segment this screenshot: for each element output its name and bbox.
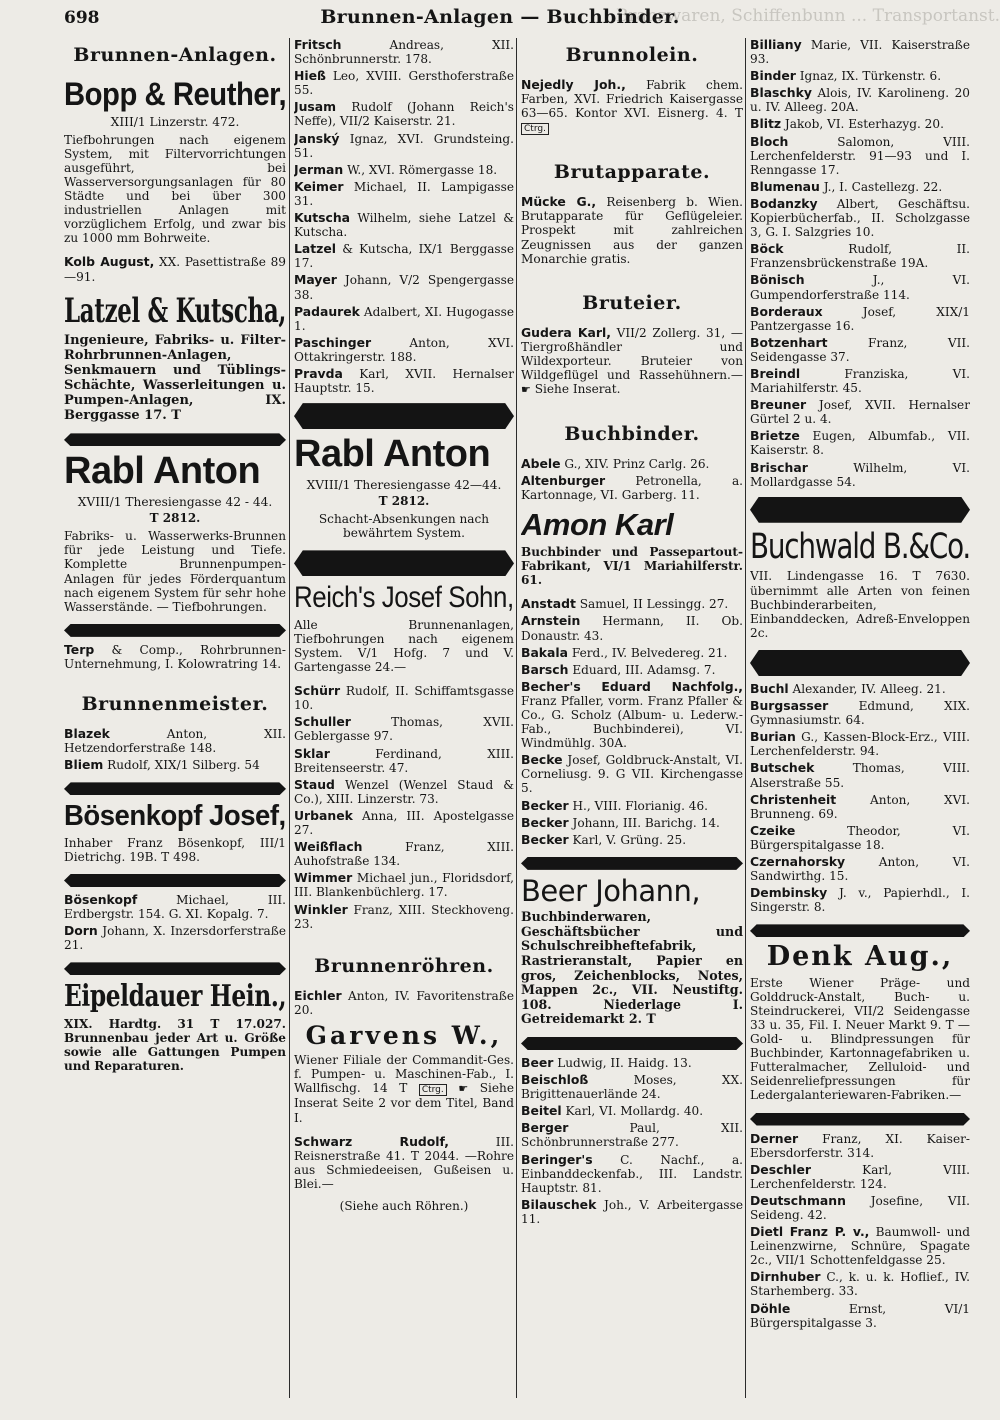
entry-text: Michael jun., Floridsdorf, III. Blankenbüchlerg. 17.: [294, 871, 514, 900]
entry-text: Jakob, VI. Esterhazyg. 20.: [781, 117, 944, 132]
list-item: [521, 799, 743, 813]
ad-body: VII. Lindengasse 16. T 7630. übernimmt alle Arten von feinen Buchbinderarbeiten, Einbanddecken, Adreß-Enveloppen 2c.: [750, 569, 970, 640]
entry-text: Franz, XI. Kaiser-Ebersdorferstr. 314.: [750, 1131, 970, 1160]
entry-text: Leo, XVIII. Gersthoferstraße 55.: [294, 69, 514, 98]
list-item: [294, 684, 514, 712]
entry-name: Brischar: [750, 459, 808, 475]
ad-name: Rabl Anton: [64, 450, 261, 493]
list-item: [750, 336, 970, 364]
list-item: [750, 429, 970, 457]
list-item: [294, 273, 514, 301]
entry-text: Marie, VII. Kaiserstraße 93.: [750, 38, 970, 67]
bleed-through-text: Branzwaren, Schiffenbunn ... Transportanst.: [615, 6, 1000, 26]
list-item: [294, 100, 514, 128]
list-item: Kolb August, XX. Pasettistraße 89—91.: [64, 254, 286, 284]
entry-name: Czernahorsky: [750, 853, 846, 869]
divider-bar: [294, 550, 514, 576]
entry-name: Fritsch: [294, 38, 342, 52]
entry-text: Albert, Geschäftsu. Kopierbücherfab., II. Scholzgasse 3, G. I. Salzgries 10.: [750, 196, 970, 240]
ad-body: Inhaber Franz Bösenkopf, III/1 Dietrichg. 19B. T 498.: [64, 835, 286, 864]
entry-text: Ludwig, II. Haidg. 13.: [553, 1056, 692, 1071]
ad-boesenkopf: [64, 801, 286, 864]
ad-name: Beer Johann,: [521, 873, 701, 908]
list-item: [750, 761, 970, 789]
entry-text: Samuel, II Lessingg. 27.: [575, 597, 729, 612]
entry-text: Alexander, IV. Alleeg. 21.: [788, 681, 946, 696]
entry-list: [750, 1132, 970, 1330]
divider-bar: [64, 874, 286, 887]
entry-name: Breindl: [750, 365, 801, 381]
entry-list: [521, 597, 743, 847]
ad-body: Buchbinderwaren, Geschäftsbücher und Schulschreibheftefabrik, Rastrieranstalt, Papier en gros, Zeichenblocks, Notes, Mappen 2c., VII. Neustiftg. 108. Niederlage I. Getreidemarkt 2. T: [521, 909, 743, 1027]
entry-name: Janský: [294, 130, 340, 146]
list-item: [750, 305, 970, 333]
entry-name: Becke: [521, 752, 563, 768]
entry-name: Blitz: [750, 116, 782, 132]
entry-text: Anton, VI. Sandwirthg. 15.: [750, 854, 970, 884]
divider-bar: [64, 433, 286, 446]
ad-body: Fabriks- u. Wasserwerks-Brunnen für jede Leistung und Tiefe. Komplette Brunnenpumpen-Anlagen für jedes Förderquantum nach eigenem System für sehr hohe Wasserstände. — Tiefbohrungen.: [64, 529, 286, 614]
column-1: [64, 38, 286, 1408]
list-item: [521, 1104, 743, 1118]
list-item: [521, 1073, 743, 1101]
list-item: [750, 86, 970, 114]
entry-text: Wilhelm, VI. Mollardgasse 54.: [750, 460, 970, 489]
entry-name: Breuner: [750, 397, 807, 413]
ad-phone: T 2812.: [378, 494, 430, 509]
entry-text: Rudolf, II. Schiffamtsgasse 10.: [294, 684, 514, 713]
entry-name: Beer: [521, 1055, 554, 1071]
entry-text: G., Kassen-Block-Erz., VIII. Lerchenfelderstr. 94.: [750, 730, 970, 759]
list-item: [750, 682, 970, 696]
entry-list: [521, 1056, 743, 1226]
column-rule: [745, 38, 746, 1398]
entry-list: [750, 682, 970, 914]
entry-name: Latzel: [294, 241, 337, 257]
ad-address: XVIII/1 Theresiengasse 42—44.: [306, 478, 502, 493]
entry-text: Ferdinand, XIII. Breitenseerstr. 47.: [294, 746, 514, 775]
entry-text: Johann, V/2 Spengergasse 38.: [294, 273, 514, 302]
list-item: [750, 1132, 970, 1160]
entry-name: Brietze: [750, 428, 800, 444]
entry-text: Alois, IV. Karolineng. 20 u. IV. Alleeg. 20A.: [750, 86, 970, 115]
list-item: [294, 809, 514, 837]
entry-text: Josef, XIX/1 Pantzergasse 16.: [750, 304, 970, 333]
entry-text: G., XIV. Prinz Carlg. 26.: [560, 457, 710, 472]
entry-name: Borderaux: [750, 303, 823, 319]
entry-text: Ignaz, IX. Türkenstr. 6.: [795, 69, 942, 84]
entry-name: Staud: [294, 776, 335, 792]
ad-beer-johann: [521, 873, 743, 1027]
ad-body: Alle Brunnenanlagen, Tiefbohrungen nach eigenem System. V/1 Hofg. 7 und V. Gartengasse 24.—: [294, 617, 514, 675]
entry-name: Urbanek: [294, 807, 353, 823]
list-item: [750, 461, 970, 489]
entry-name: Dirnhuber: [750, 1269, 821, 1285]
entry-text: Josefine, VII. Seideng. 42.: [750, 1193, 970, 1222]
entry-name: Burian: [750, 729, 796, 745]
list-item: Terp & Comp., Rohrbrunnen-Unternehmung, I. Kolowratring 14.: [64, 641, 286, 671]
entry-name: Arnstein: [521, 613, 581, 629]
ad-body: Wiener Filiale der Commandit-Ges. f. Pumpen- u. Maschinen-Fab., I. Wallfischg. 14 T Ctrg. ☛ Siehe Inserat Seite 2 vor dem Titel, Band I.: [294, 1053, 514, 1125]
entry-name: Beischloß: [521, 1072, 589, 1088]
entry-name: Barsch: [521, 661, 569, 677]
list-item: [521, 663, 743, 677]
entry-text: J., VI. Gumpendorferstraße 114.: [750, 273, 970, 302]
list-item: [750, 1270, 970, 1298]
ad-denk-aug: [750, 943, 970, 1102]
list-item: [521, 1056, 743, 1070]
entry-name: Jerman: [294, 161, 344, 177]
ad-rabl-anton-2: [294, 435, 514, 540]
entry-list: [750, 38, 970, 489]
entry-name: Weißflach: [294, 839, 363, 855]
ad-body: Tiefbohrungen nach eigenem System, mit Filtervorrichtungen ausgeführt, bei Wasserversorgungsanlagen für 80 Städte und bei über 300 industriellen Anlagen mit vorzüglichem Erfolg, und zwar bis zu 1000 mm Bohrweite.: [64, 132, 286, 246]
divider-bar: [750, 497, 970, 523]
entry-text: Adalbert, XI. Hugogasse 1.: [294, 304, 514, 333]
list-item: Bösenkopf Michael, III. Erdbergstr. 154. G. XI. Kopalg. 7.: [64, 891, 286, 922]
list-item: [521, 1153, 743, 1195]
cross-reference: (Siehe auch Röhren.): [339, 1198, 469, 1213]
entry-name: Wimmer: [294, 870, 353, 886]
entry-text: Wenzel (Wenzel Staud & Co.), XIII. Linzerstr. 73.: [294, 777, 514, 806]
section-heading: Brunnenmeister.: [81, 693, 269, 716]
entry-text: Anton, XVI. Brunneng. 69.: [750, 792, 970, 821]
entry-text: J. v., Papierhdl., I. Singerstr. 8.: [750, 886, 970, 915]
list-item: [521, 457, 743, 471]
ad-latzel-kutscha: [64, 290, 286, 424]
entry-text: Franz, XIII. Steckhoveng. 23.: [294, 902, 514, 931]
ad-name: Bopp & Reuther,: [64, 76, 286, 112]
entry-text: Thomas, VIII. Alserstraße 55.: [750, 761, 970, 790]
list-item: [521, 753, 743, 795]
entry-text: Franz Pfaller, vorm. Franz Pfaller & Co., G. Scholz (Album- u. Lederw.-Fab., Buchbinderei), VI. Windmühlg. 30A.: [521, 693, 743, 751]
entry-name: Berger: [521, 1120, 569, 1136]
list-item: [750, 197, 970, 239]
entry-text: C. Nachf., a. Einbanddeckenfab., III. Landstr. Hauptstr. 81.: [521, 1152, 743, 1195]
entry-name: Beitel: [521, 1103, 562, 1119]
divider-bar: [750, 650, 970, 676]
entry-text: Josef, XVII. Hernalser Gürtel 2 u. 4.: [750, 398, 970, 427]
list-item: [750, 730, 970, 758]
ad-name: Garvens W.,: [305, 1020, 503, 1050]
entry-text: Ignaz, XVI. Grundsteing. 51.: [294, 131, 514, 160]
list-item: [294, 367, 514, 395]
section-heading: Brunnen-Anlagen.: [73, 44, 277, 66]
entry-name: Dietl Franz P. v.,: [750, 1224, 870, 1240]
divider-bar: [521, 1037, 743, 1050]
entry-name: Butschek: [750, 760, 815, 776]
entry-text: W., XVI. Römergasse 18.: [343, 162, 498, 177]
ad-name: Amon Karl: [521, 506, 674, 542]
list-item: [294, 747, 514, 775]
list-item: [750, 273, 970, 301]
list-item: [750, 398, 970, 426]
entry-name: Bodanzky: [750, 195, 818, 211]
entry-text: Rudolf, II. Franzensbrückenstraße 19A.: [750, 242, 970, 271]
list-item: [750, 1302, 970, 1330]
entry-name: Bilauschek: [521, 1196, 597, 1212]
section-heading: Brutapparate.: [553, 161, 711, 184]
list-item: [521, 1198, 743, 1226]
list-item: [750, 1194, 970, 1222]
ad-body: XIX. Hardtg. 31 T 17.027. Brunnenbau jeder Art u. Größe sowie alle Gattungen Pumpen und Reparaturen.: [64, 1016, 286, 1074]
entry-name: Becker: [521, 797, 569, 813]
list-item: [521, 597, 743, 611]
entry-text: Hermann, II. Ob. Donaustr. 43.: [521, 614, 743, 643]
entry-name: Bloch: [750, 133, 789, 149]
section-heading: Brunnenröhren.: [314, 954, 494, 977]
column-rule: [289, 38, 290, 1398]
list-item: [521, 833, 743, 847]
entry-text: Paul, XII. Schönbrunnerstraße 277.: [521, 1121, 743, 1150]
ad-name: Denk Aug.,: [766, 941, 954, 973]
list-item: [750, 886, 970, 914]
entry-name: Abele: [521, 456, 561, 472]
entry-name: Blaschky: [750, 85, 812, 101]
entry-name: Pravda: [294, 365, 343, 381]
column-rule: [516, 38, 517, 1398]
ad-body: Erste Wiener Präge- und Golddruck-Anstalt, Buch- u. Steindruckerei, VII/2 Seidengasse 33 u. 35, Fil. I. Neuer Markt 9. T —Gold- u. Blindpressungen für Buchbinder, Kartonnagefabriken u. Futteralmacher, Zelluloid- und Seidenreliefpressungen für Ledergalanteriewaren-Fabriken.—: [750, 975, 970, 1103]
list-item: [521, 1121, 743, 1149]
entry-text: Anna, III. Apostelgasse 27.: [294, 808, 514, 838]
list-item: [294, 132, 514, 160]
list-item: [294, 242, 514, 270]
divider-bar: [64, 782, 286, 795]
column-4: [750, 38, 970, 1408]
list-item: [294, 778, 514, 806]
list-item: [294, 871, 514, 899]
entry-name: Botzenhart: [750, 334, 828, 350]
entry-text: Baumwoll- und Leinenzwirne, Schnüre, Spagate 2c., VII/1 Schottenfeldgasse 25.: [750, 1225, 970, 1268]
entry-text: H., VIII. Florianig. 46.: [568, 798, 709, 813]
ad-reich: [294, 582, 514, 674]
list-item: [750, 242, 970, 270]
entry-text: & Kutscha, IX/1 Berggasse 17.: [294, 242, 514, 271]
entry-name: Padaurek: [294, 303, 360, 319]
entry-text: Anton, XVI. Ottakringerstr. 188.: [294, 335, 514, 364]
entry-text: Andreas, XII. Schönbrunnerstr. 178.: [294, 38, 514, 67]
entry-text: Karl, XVII. Hernalser Hauptstr. 15.: [294, 366, 514, 396]
ad-name: Latzel & Kutscha,: [64, 290, 286, 331]
list-item: [294, 38, 514, 66]
section-heading: Bruteier.: [582, 291, 682, 314]
entry-text: Ferd., IV. Belvedereg. 21.: [568, 645, 728, 660]
list-item: [294, 69, 514, 97]
entry-text: Karl, V. Grüng. 25.: [568, 832, 687, 847]
entry-text: Karl, VI. Mollardg. 40.: [561, 1104, 704, 1119]
ad-body: Schacht-Absenkungen nach bewährtem System.: [318, 512, 490, 541]
ad-phone: T 2812.: [149, 511, 201, 526]
list-item: Gudera Karl, VII/2 Zollerg. 31, —Tiergroßhändler und Wildexporteur. Bruteier von Wildgeflügel und Rassehühnern.— ☛ Siehe Inserat.: [521, 324, 743, 397]
list-item: [750, 180, 970, 194]
entry-name: Mayer: [294, 272, 337, 288]
list-item: [521, 680, 743, 750]
list-item: [294, 163, 514, 177]
entry-name: Winkler: [294, 901, 348, 917]
divider-bar: [64, 962, 286, 975]
list-item: [294, 715, 514, 743]
list-item: [294, 211, 514, 239]
entry-name: Döhle: [750, 1300, 791, 1316]
entry-name: Böck: [750, 241, 784, 257]
list-item: Nejedly Joh., Fabrik chem. Farben, XVI. Friedrich Kaisergasse 63—65. Kontor XVI. Eisnerg. 4. T Ctrg.: [521, 77, 743, 135]
ad-body: Buchbinder und Passepartout-Fabrikant, VI/1 Mariahilferstr. 61.: [521, 545, 743, 588]
entry-text: Michael, II. Lampigasse 31.: [294, 179, 514, 208]
entry-name: Dembinsky: [750, 885, 828, 901]
entry-list: [294, 38, 514, 395]
badge-frame: Ctrg.: [419, 1084, 447, 1096]
pointing-hand-icon: ☛: [458, 1082, 469, 1096]
ad-amon-karl: [521, 506, 743, 588]
list-item: [521, 474, 743, 502]
running-title: Brunnen-Anlagen — Buchbinder.: [320, 6, 680, 28]
entry-name: Keimer: [294, 178, 344, 194]
entry-name: Becker: [521, 831, 569, 847]
entry-name: Blumenau: [750, 178, 820, 194]
entry-text: Petronella, a. Kartonnage, VI. Garberg. 11.: [521, 474, 743, 503]
page-number: 698: [64, 8, 100, 28]
section-heading: Brunnolein.: [565, 44, 699, 66]
entry-text: Ernst, VI/1 Bürgerspitalgasse 3.: [750, 1301, 970, 1330]
entry-name: Schuller: [294, 714, 351, 730]
entry-name: Anstadt: [521, 596, 576, 612]
entry-text: Theodor, VI. Bürgerspitalgasse 18.: [750, 823, 970, 852]
list-item: Schwarz Rudolf, III. Reisnerstraße 41. T 2044. —Rohre aus Schmiedeeisen, Gußeisen u. Blei.—: [294, 1133, 514, 1191]
entry-text: Moses, XX. Brigittenauerlände 24.: [521, 1073, 743, 1102]
entry-name: Becker: [521, 814, 569, 830]
entry-text: Thomas, XVII. Geblergasse 97.: [294, 715, 514, 744]
entry-name: Paschinger: [294, 334, 372, 350]
ad-name: Bösenkopf Josef,: [64, 800, 286, 833]
ad-name: Rabl Anton: [294, 433, 491, 476]
ad-bopp-reuther: [64, 78, 286, 245]
ad-eipeldauer: [64, 981, 286, 1073]
entry-text: Edmund, XIX. Gymnasiumstr. 64.: [750, 699, 970, 728]
ad-rabl-anton: [64, 452, 286, 614]
entry-name: Kutscha: [294, 210, 351, 226]
list-item: [750, 793, 970, 821]
entry-list: [294, 684, 514, 931]
list-item: [750, 1163, 970, 1191]
entry-text: Salomon, VIII. Lerchenfelderstr. 91—93 und I. Renngasse 17.: [750, 134, 970, 177]
column-3: [521, 38, 743, 1408]
ad-garvens: [294, 1020, 514, 1125]
list-item: Eichler Anton, IV. Favoritenstraße 20.: [294, 987, 514, 1017]
list-item: Bliem Rudolf, XIX/1 Silberg. 54: [64, 757, 260, 773]
entry-name: Christenheit: [750, 791, 837, 807]
list-item: [521, 646, 743, 660]
entry-text: J., I. Castellezg. 22.: [819, 179, 943, 194]
list-item: [750, 699, 970, 727]
divider-bar: [521, 857, 743, 870]
entry-name: Buchl: [750, 680, 789, 696]
ad-body: Ingenieure, Fabriks- u. Filter-Rohrbrunnen-Anlagen, Senkmauern und Tüblings-Schächte, Wasserleitungen u. Pumpen-Anlagen, IX. Berggasse 17. T: [64, 333, 286, 424]
divider-bar: [64, 624, 286, 637]
entry-text: Karl, VIII. Lerchenfelderstr. 124.: [750, 1162, 970, 1191]
list-item: [750, 367, 970, 395]
entry-name: Deutschmann: [750, 1192, 846, 1208]
entry-list: [521, 457, 743, 502]
section-heading: Buchbinder.: [564, 423, 700, 446]
entry-text: Franz, VII. Seidengasse 37.: [750, 335, 970, 364]
list-item: [521, 816, 743, 830]
ad-name: Reich's Josef Sohn,: [294, 581, 514, 615]
entry-text: Franziska, VI. Mariahilferstr. 45.: [750, 366, 970, 396]
list-item: [521, 614, 743, 642]
entry-text: Joh., V. Arbeitergasse 11.: [521, 1197, 743, 1226]
entry-name: Becher's Eduard Nachfolg.,: [521, 678, 743, 694]
entry-name: Sklar: [294, 745, 330, 761]
entry-text: Wilhelm, siehe Latzel & Kutscha.: [294, 211, 514, 240]
list-item: [294, 840, 514, 868]
list-item: Dorn Johann, X. Inzersdorferstraße 21.: [64, 923, 286, 953]
divider-bar: [294, 403, 514, 429]
list-item: [750, 69, 970, 83]
entry-name: Jusam: [294, 99, 337, 115]
ad-address: XVIII/1 Theresiengasse 42 - 44.: [77, 495, 273, 510]
divider-bar: [750, 1113, 970, 1126]
pointing-hand-icon: ☛: [521, 383, 531, 397]
entry-name: Billiany: [750, 38, 802, 52]
entry-name: Burgsasser: [750, 698, 829, 714]
entry-name: Bönisch: [750, 272, 805, 288]
entry-text: Eugen, Albumfab., VII. Kaiserstr. 8.: [750, 429, 970, 458]
list-item: [750, 855, 970, 883]
entry-name: Beringer's: [521, 1151, 593, 1167]
entry-name: Derner: [750, 1130, 799, 1146]
entry-text: Eduard, III. Adamsg. 7.: [568, 662, 716, 677]
divider-bar: [750, 924, 970, 937]
entry-name: Schürr: [294, 683, 341, 699]
list-item: [750, 38, 970, 66]
entry-name: Deschler: [750, 1161, 811, 1177]
ad-address: XIII/1 Linzerstr. 472.: [110, 114, 240, 129]
list-item: [294, 903, 514, 931]
entry-text: Franz, XIII. Auhofstraße 134.: [294, 840, 514, 869]
entry-name: Czeike: [750, 822, 796, 838]
badge-frame: Ctrg.: [521, 123, 549, 135]
list-item: [294, 305, 514, 333]
entry-name: Hieß: [294, 68, 326, 84]
list-item: [750, 824, 970, 852]
list-item: Blazek Anton, XII. Hetzendorferstraße 148.: [64, 726, 286, 756]
list-item: [750, 1225, 970, 1267]
list-item: Mücke G., Reisenberg b. Wien. Brutapparate für Geflügeleier. Prospekt mit zahlreichen Zeugnissen aus der ganzen Monarchie gratis.: [521, 194, 743, 266]
entry-name: Binder: [750, 68, 796, 84]
entry-text: Rudolf (Johann Reich's Neffe), VII/2 Kaiserstr. 21.: [294, 100, 514, 129]
page-header: [0, 0, 1000, 34]
list-item: [294, 336, 514, 364]
ad-name: Buchwald B.&Co.: [750, 526, 970, 567]
list-item: [750, 135, 970, 177]
entry-text: C., k. u. k. Hoflief., IV. Starhemberg. 33.: [750, 1270, 970, 1299]
list-item: [750, 117, 970, 131]
ad-name: Eipeldauer Hein.,: [64, 979, 286, 1015]
entry-text: Johann, III. Barichg. 14.: [568, 815, 720, 830]
ad-buchwald: [750, 526, 970, 640]
entry-text: Josef, Goldbruck-Anstalt, VI. Corneliusg. 9. G VII. Kirchengasse 5.: [521, 753, 743, 796]
list-item: [294, 180, 514, 208]
entry-name: Bakala: [521, 644, 569, 660]
column-2: [294, 38, 514, 1408]
entry-name: Altenburger: [521, 473, 606, 489]
